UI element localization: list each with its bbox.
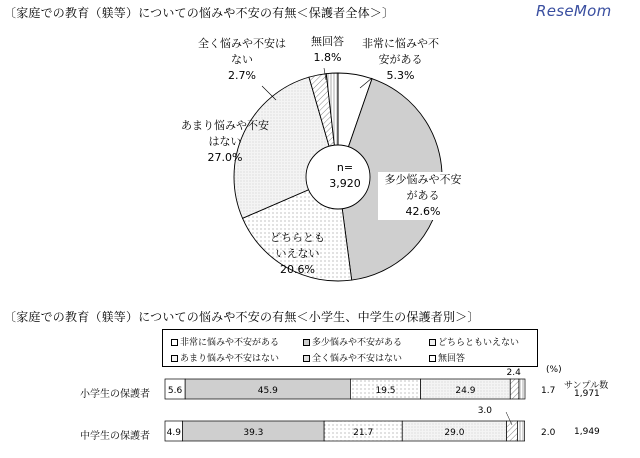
bar-data-label: 21.7 (353, 428, 374, 438)
pie-label-line: はない (208, 135, 242, 148)
pie-label-value: 1.8% (313, 51, 342, 64)
bar-unit: (%) (546, 365, 562, 375)
legend-item: 全く悩みや不安はない (303, 351, 402, 364)
pie-label-value: 42.6% (405, 205, 441, 218)
pie-label-no-answer (311, 34, 344, 66)
sample-size-junior-high: 1,949 (574, 427, 600, 437)
bar-chart-title: 〔家庭での教育（躾等）についての悩みや不安の有無＜小学生、中学生の保護者別＞〕 (4, 310, 480, 324)
pie-label-line: がある (406, 189, 440, 202)
pie-label-somewhat-worried (378, 172, 468, 220)
bar-segment (517, 421, 524, 441)
pie-label-value: 27.0% (207, 151, 243, 164)
legend-item: どちらともいえない (429, 335, 519, 348)
pie-label-value: 20.6% (280, 263, 315, 276)
pie-leader-line (262, 86, 276, 100)
legend-item: あまり悩みや不安はない (171, 351, 279, 364)
bar-legend (162, 329, 538, 367)
bar-segment (510, 379, 519, 399)
bar-data-label: 45.9 (257, 386, 278, 396)
bar-data-label: 19.5 (375, 386, 396, 396)
pie-label-none-at-all (198, 36, 286, 84)
bar-data-label: 29.0 (444, 428, 465, 438)
bar-data-label: 3.0 (477, 406, 493, 416)
pie-label-value: 2.7% (228, 69, 256, 82)
resemom-logo: ReseMom (536, 2, 612, 20)
stacked-bar-chart (165, 368, 556, 441)
pie-label-line: どちらとも (270, 231, 325, 244)
pie-label-line: 多少悩みや不安 (384, 173, 462, 186)
bar-row-label-elementary: 小学生の保護者 (80, 389, 150, 400)
pie-label-line: 全く悩みや不安は (198, 37, 286, 50)
pie-center-n: n= (336, 161, 354, 174)
bar-data-label: 2.0 (541, 428, 556, 438)
legend-item: 非常に悩みや不安がある (171, 335, 279, 348)
pie-chart-title: 〔家庭での教育（躾等）についての悩みや不安の有無＜保護者全体＞〕 (4, 6, 395, 20)
pie-label-line: あまり悩みや不安 (181, 119, 269, 132)
pie-center-label (318, 160, 372, 192)
sample-size-header: サンプル数 (564, 381, 609, 391)
pie-label-line: いえない (275, 247, 320, 260)
pie-label-not-very-worried (181, 118, 269, 166)
pie-label-value: 5.3% (386, 69, 415, 82)
pie-label-line: ない (231, 53, 253, 66)
pie-label-neither (270, 230, 325, 278)
sample-size-elementary: 1,971 (574, 389, 600, 399)
bar-segment (519, 379, 525, 399)
bar-data-label: 2.4 (506, 368, 521, 378)
bar-row-label-junior-high: 中学生の保護者 (80, 431, 150, 442)
pie-label-line: 非常に悩みや不 (362, 37, 439, 50)
bar-data-label: 5.6 (167, 386, 183, 396)
pie-label-line: 安がある (378, 53, 423, 66)
pie-center-value: 3,920 (329, 177, 361, 190)
legend-item: 多少悩みや不安がある (303, 335, 402, 348)
pie-label-line: 無回答 (311, 35, 344, 48)
pie-label-very-worried (362, 36, 439, 84)
bar-data-label: 24.9 (455, 386, 476, 396)
bar-data-label: 1.7 (541, 386, 556, 396)
bar-data-label: 4.9 (166, 428, 181, 438)
bar-segment (507, 421, 518, 441)
bar-data-label: 39.3 (243, 428, 264, 438)
legend-item: 無回答 (429, 351, 465, 364)
